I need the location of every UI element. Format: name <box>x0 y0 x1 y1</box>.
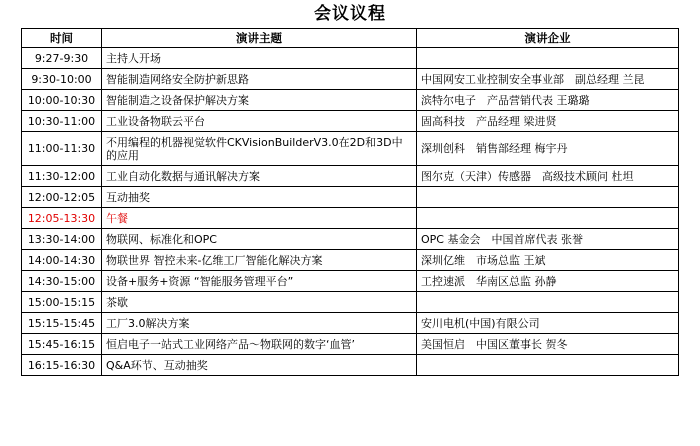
header-topic: 演讲主题 <box>102 29 417 48</box>
table-row-lunch <box>22 208 679 229</box>
company-cell: 工控速派 华南区总监 孙静 <box>417 271 679 292</box>
topic-cell: 智能制造网络安全防护新思路 <box>102 69 417 90</box>
topic-cell: 午餐 <box>102 208 417 229</box>
table-row <box>22 313 679 334</box>
topic-cell: 恒启电子一站式工业网络产品～物联网的数字‘血管’ <box>102 334 417 355</box>
agenda-table <box>21 28 679 376</box>
header-company: 演讲企业 <box>417 29 679 48</box>
company-cell <box>417 355 679 376</box>
company-cell <box>417 48 679 69</box>
time-cell: 12:00-12:05 <box>22 187 102 208</box>
time-cell: 12:05-13:30 <box>22 208 102 229</box>
company-cell: 安川电机(中国)有限公司 <box>417 313 679 334</box>
table-row <box>22 166 679 187</box>
time-cell: 10:00-10:30 <box>22 90 102 111</box>
topic-cell: Q&A环节、互动抽奖 <box>102 355 417 376</box>
header-time: 时间 <box>22 29 102 48</box>
page-title: 会议议程 <box>314 4 386 24</box>
topic-cell: 智能制造之设备保护解决方案 <box>102 90 417 111</box>
table-row <box>22 334 679 355</box>
table-header-row <box>22 29 679 48</box>
table-row <box>22 48 679 69</box>
company-cell <box>417 208 679 229</box>
company-cell: 深圳亿维 市场总监 王斌 <box>417 250 679 271</box>
time-cell: 15:15-15:45 <box>22 313 102 334</box>
topic-cell: 工业设备物联云平台 <box>102 111 417 132</box>
time-cell: 11:00-11:30 <box>22 132 102 166</box>
table-row <box>22 187 679 208</box>
table-row <box>22 69 679 90</box>
company-cell: OPC 基金会 中国首席代表 张誉 <box>417 229 679 250</box>
topic-cell: 互动抽奖 <box>102 187 417 208</box>
company-cell: 中国网安工业控制安全事业部 副总经理 兰昆 <box>417 69 679 90</box>
company-cell: 深圳创科 销售部经理 梅宇丹 <box>417 132 679 166</box>
topic-cell: 物联网、标准化和OPC <box>102 229 417 250</box>
company-cell <box>417 187 679 208</box>
company-cell: 图尔克（天津）传感器 高级技术顾问 杜坦 <box>417 166 679 187</box>
topic-cell: 物联世界 智控未来-亿维工厂智能化解决方案 <box>102 250 417 271</box>
topic-cell: 工厂3.0解决方案 <box>102 313 417 334</box>
time-cell: 16:15-16:30 <box>22 355 102 376</box>
topic-cell: 不用编程的机器视觉软件CKVisionBuilderV3.0在2D和3D中的应用 <box>102 132 417 166</box>
table-row <box>22 250 679 271</box>
time-cell: 15:45-16:15 <box>22 334 102 355</box>
table-row <box>22 132 679 166</box>
topic-cell: 主持人开场 <box>102 48 417 69</box>
time-cell: 14:30-15:00 <box>22 271 102 292</box>
table-row <box>22 271 679 292</box>
time-cell: 9:27-9:30 <box>22 48 102 69</box>
company-cell: 固高科技 产品经理 梁进贤 <box>417 111 679 132</box>
company-cell: 滨特尔电子 产品营销代表 王璐璐 <box>417 90 679 111</box>
table-row <box>22 229 679 250</box>
time-cell: 15:00-15:15 <box>22 292 102 313</box>
table-row <box>22 111 679 132</box>
table-row <box>22 355 679 376</box>
table-row <box>22 292 679 313</box>
company-cell <box>417 292 679 313</box>
time-cell: 10:30-11:00 <box>22 111 102 132</box>
topic-cell: 工业自动化数据与通讯解决方案 <box>102 166 417 187</box>
time-cell: 11:30-12:00 <box>22 166 102 187</box>
table-row <box>22 90 679 111</box>
topic-cell: 设备+服务+资源 “智能服务管理平台” <box>102 271 417 292</box>
topic-cell: 茶歇 <box>102 292 417 313</box>
time-cell: 13:30-14:00 <box>22 229 102 250</box>
company-cell: 美国恒启 中国区董事长 贺冬 <box>417 334 679 355</box>
time-cell: 14:00-14:30 <box>22 250 102 271</box>
time-cell: 9:30-10:00 <box>22 69 102 90</box>
